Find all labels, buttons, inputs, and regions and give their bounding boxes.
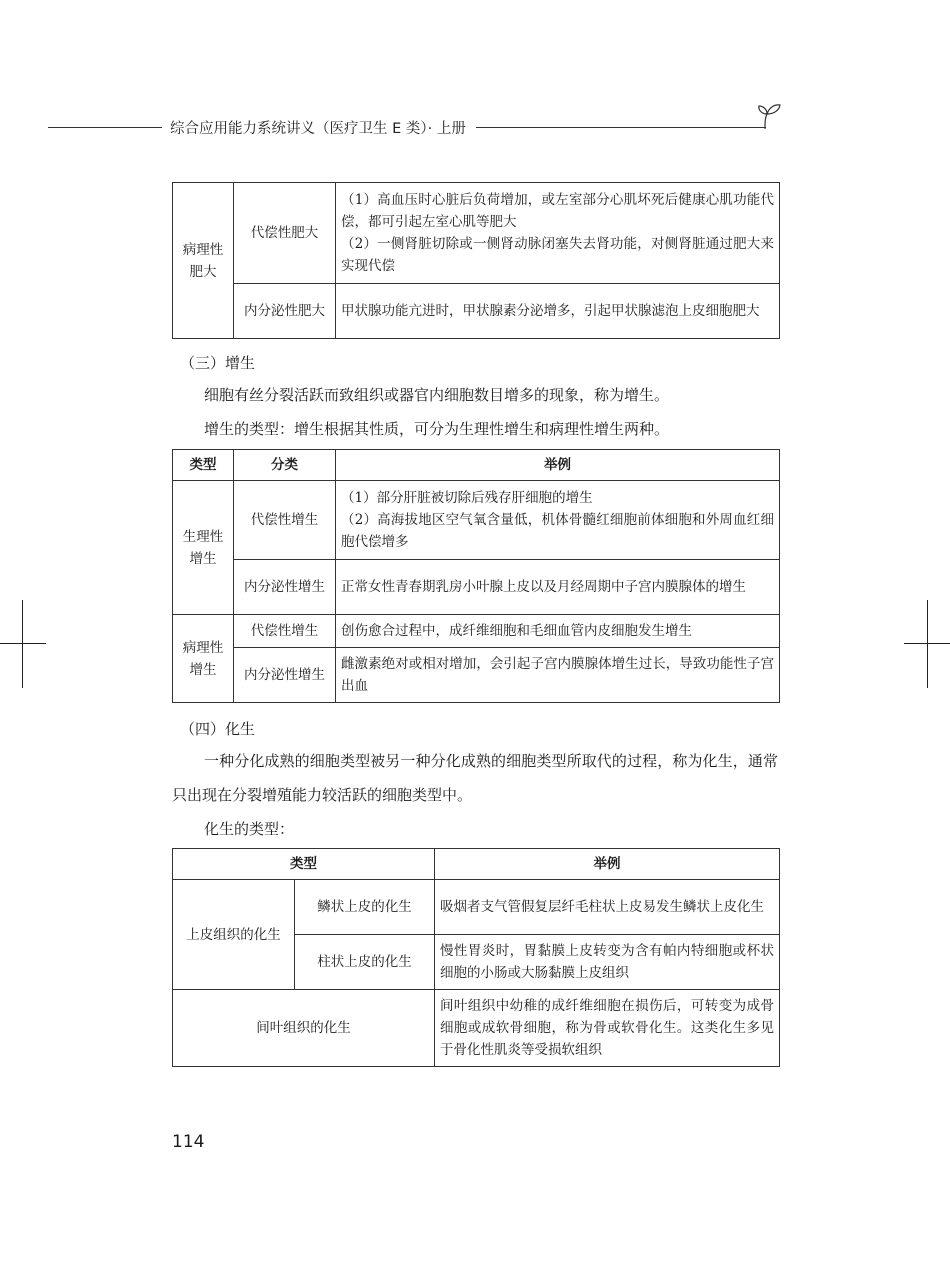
example-line: 正常女性青春期乳房小叶腺上皮以及月经周期中子宫内膜腺体的增生 (341, 579, 746, 595)
example-line: 雌激素绝对或相对增加，会引起子宫内膜腺体增生过长，导致功能性子宫出血 (341, 656, 774, 694)
column-header-type: 类型 (173, 450, 234, 481)
category-columnar-metaplasia: 柱状上皮的化生 (295, 935, 435, 990)
category-endocrine-hyperplasia-pathological: 内分泌性增生 (234, 648, 336, 703)
paragraph-hyperplasia-types: 增生的类型：增生根据其性质，可分为生理性增生和病理性增生两种。 (204, 420, 670, 438)
page-number: 114 (172, 1132, 205, 1152)
example-line: 甲状腺功能亢进时，甲状腺素分泌增多，引起甲状腺滤泡上皮细胞肥大 (341, 303, 760, 319)
section-heading-hyperplasia: （三）增生 (180, 354, 256, 372)
section-heading-metaplasia: （四）化生 (180, 720, 256, 738)
example-line: 创伤愈合过程中，成纤维细胞和毛细血管内皮细胞发生增生 (341, 623, 692, 639)
example-mesenchymal-metaplasia: 间叶组织中幼稚的成纤维细胞在损伤后，可转变为成骨细胞或成软骨细胞，称为骨或软骨化生。这类化生多见于骨化性肌炎等受损软组织 (435, 990, 780, 1067)
paragraph-metaplasia-definition: 一种分化成熟的细胞类型被另一种分化成熟的细胞类型所取代的过程，称为化生，通常只出现在分裂增殖能力较活跃的细胞类型中。 (172, 752, 778, 804)
category-compensatory-hyperplasia-pathological: 代偿性增生 (234, 615, 336, 648)
hypertrophy-table (172, 182, 780, 339)
running-header-title: 综合应用能力系统讲义（医疗卫生 E 类）· 上册 (170, 121, 466, 137)
example-compensatory-hypertrophy (336, 183, 780, 284)
group-label: 病理性 肥大 (182, 241, 224, 280)
hyperplasia-table (172, 449, 780, 703)
header-rule-left (48, 127, 162, 128)
sprout-icon (750, 100, 784, 130)
example-compensatory-hyperplasia-pathological (336, 615, 780, 648)
header-rule-right (476, 127, 766, 128)
group-pathological-hyperplasia (173, 615, 234, 703)
column-header-example: 举例 (336, 450, 780, 481)
crop-mark-right-vertical (927, 600, 928, 688)
category-endocrine-hypertrophy: 内分泌性肥大 (234, 284, 336, 339)
example-columnar-metaplasia: 慢性胃炎时，胃黏膜上皮转变为含有帕内特细胞或杯状细胞的小肠或大肠黏膜上皮组织 (435, 935, 780, 990)
group-physiological-hyperplasia (173, 481, 234, 615)
column-header-example: 举例 (435, 849, 780, 880)
example-line: （1）部分肝脏被切除后残存肝细胞的增生 (341, 490, 593, 506)
crop-mark-left-vertical (22, 600, 23, 688)
category-compensatory-hyperplasia: 代偿性增生 (234, 481, 336, 560)
crop-mark-left-horizontal (0, 643, 46, 644)
column-header-category: 分类 (234, 450, 336, 481)
group-label: 病理性 增生 (182, 639, 224, 678)
group-label: 生理性 增生 (182, 528, 224, 567)
example-endocrine-hyperplasia (336, 560, 780, 615)
example-endocrine-hypertrophy (336, 284, 780, 339)
group-mesenchymal-metaplasia: 间叶组织的化生 (173, 990, 435, 1067)
group-epithelial-metaplasia: 上皮组织的化生 (173, 880, 295, 990)
example-endocrine-hyperplasia-pathological (336, 648, 780, 703)
metaplasia-table (172, 848, 780, 1067)
category-compensatory-hypertrophy: 代偿性肥大 (234, 183, 336, 284)
example-line: （2）一侧肾脏切除或一侧肾动脉闭塞失去肾功能，对侧肾脏通过肥大来实现代偿 (341, 236, 774, 274)
paragraph-hyperplasia-definition: 细胞有丝分裂活跃而致组织或器官内细胞数目增多的现象，称为增生。 (204, 386, 670, 404)
column-header-type: 类型 (173, 849, 435, 880)
group-pathological-hypertrophy (173, 183, 234, 339)
example-line: （1）高血压时心脏后负荷增加，或左室部分心肌坏死后健康心肌功能代偿，都可引起左室心肌等肥大 (341, 192, 774, 230)
example-compensatory-hyperplasia (336, 481, 780, 560)
example-squamous-metaplasia: 吸烟者支气管假复层纤毛柱状上皮易发生鳞状上皮化生 (435, 880, 780, 935)
paragraph-metaplasia-types: 化生的类型： (204, 820, 295, 838)
category-squamous-metaplasia: 鳞状上皮的化生 (295, 880, 435, 935)
category-endocrine-hyperplasia: 内分泌性增生 (234, 560, 336, 615)
crop-mark-right-horizontal (904, 643, 950, 644)
example-line: （2）高海拔地区空气氧含量低，机体骨髓红细胞前体细胞和外周血红细胞代偿增多 (341, 512, 774, 550)
